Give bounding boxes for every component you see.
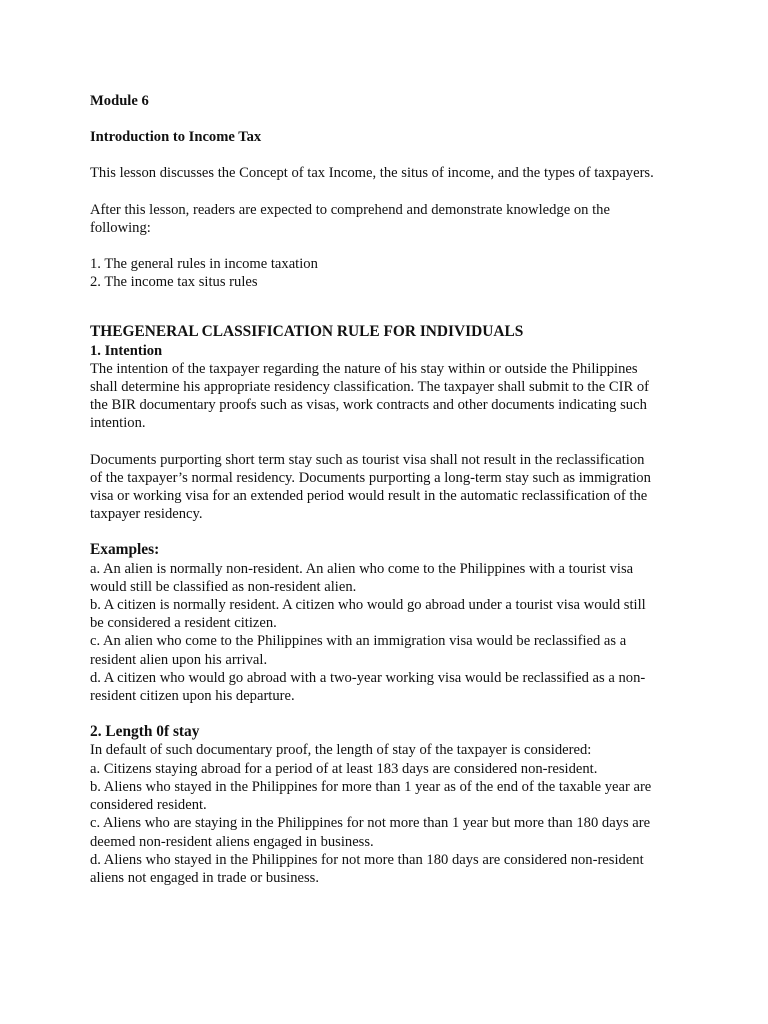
length-of-stay-line: aliens not engaged in trade or business. (90, 869, 319, 886)
paragraph-line: Documents purporting short term stay such as tourist visa shall not result in the reclassification (90, 451, 645, 468)
objectives-intro (90, 201, 690, 237)
paragraph-line: of the taxpayer’s normal residency. Documents purporting a long-term stay such as immigration (90, 469, 651, 486)
section-heading: THEGENERAL CLASSIFICATION RULE FOR INDIVIDUALS (90, 323, 524, 341)
module-label: Module 6 (90, 93, 149, 109)
objectives-list (90, 255, 690, 291)
objective-item: 2. The income tax situs rules (90, 274, 258, 291)
example-line: would still be classified as non-resident alien. (90, 578, 357, 595)
length-of-stay-line: considered resident. (90, 797, 207, 814)
document-page (90, 92, 690, 887)
intro-text: This lesson discusses the Concept of tax Income, the situs of income, and the types of taxpayers. (90, 165, 654, 182)
length-of-stay-heading: 2. Length 0f stay (90, 723, 200, 741)
paragraph-line: taxpayer residency. (90, 506, 203, 523)
length-of-stay-line: In default of such documentary proof, the length of stay of the taxpayer is considered: (90, 742, 592, 759)
intention-paragraph-2 (90, 451, 690, 524)
objectives-intro-line: After this lesson, readers are expected to comprehend and demonstrate knowledge on the (90, 201, 610, 218)
page-title: Introduction to Income Tax (90, 129, 262, 146)
paragraph-line: shall determine his appropriate residency classification. The taxpayer shall submit to the CIR of (90, 379, 650, 396)
paragraph-line: intention. (90, 415, 146, 432)
length-of-stay-line: c. Aliens who are staying in the Philippines for not more than 1 year but more than 180 days are (90, 815, 651, 832)
length-of-stay-line: b. Aliens who stayed in the Philippines for more than 1 year as of the end of the taxable year are (90, 778, 652, 795)
example-line: d. A citizen who would go abroad with a two-year working visa would be reclassified as a non- (90, 669, 646, 686)
intention-heading: 1. Intention (90, 342, 163, 359)
objective-item: 1. The general rules in income taxation (90, 256, 318, 273)
intention-paragraph-1 (90, 360, 690, 433)
paragraph-line: The intention of the taxpayer regarding the nature of his stay within or outside the Philippines (90, 360, 638, 377)
length-of-stay-line: a. Citizens staying abroad for a period of at least 183 days are considered non-resident. (90, 760, 598, 777)
length-of-stay-list (90, 741, 690, 887)
length-of-stay-line: deemed non-resident aliens engaged in business. (90, 833, 374, 850)
paragraph-line: the BIR documentary proofs such as visas, work contracts and other documents indicating such (90, 397, 647, 414)
example-line: b. A citizen is normally resident. A citizen who would go abroad under a tourist visa would still (90, 597, 646, 614)
length-of-stay-line: d. Aliens who stayed in the Philippines for not more than 180 days are considered non-resident (90, 851, 644, 868)
examples-heading: Examples: (90, 541, 160, 559)
example-line: a. An alien is normally non-resident. An alien who come to the Philippines with a tourist visa (90, 560, 634, 577)
paragraph-line: visa or working visa for an extended period would result in the automatic reclassification of the (90, 488, 648, 505)
example-line: c. An alien who come to the Philippines with an immigration visa would be reclassified as a (90, 633, 627, 650)
objectives-intro-line: following: (90, 219, 151, 236)
examples-list (90, 560, 690, 706)
example-line: be considered a resident citizen. (90, 615, 277, 632)
example-line: resident alien upon his arrival. (90, 651, 268, 668)
example-line: resident citizen upon his departure. (90, 688, 295, 705)
